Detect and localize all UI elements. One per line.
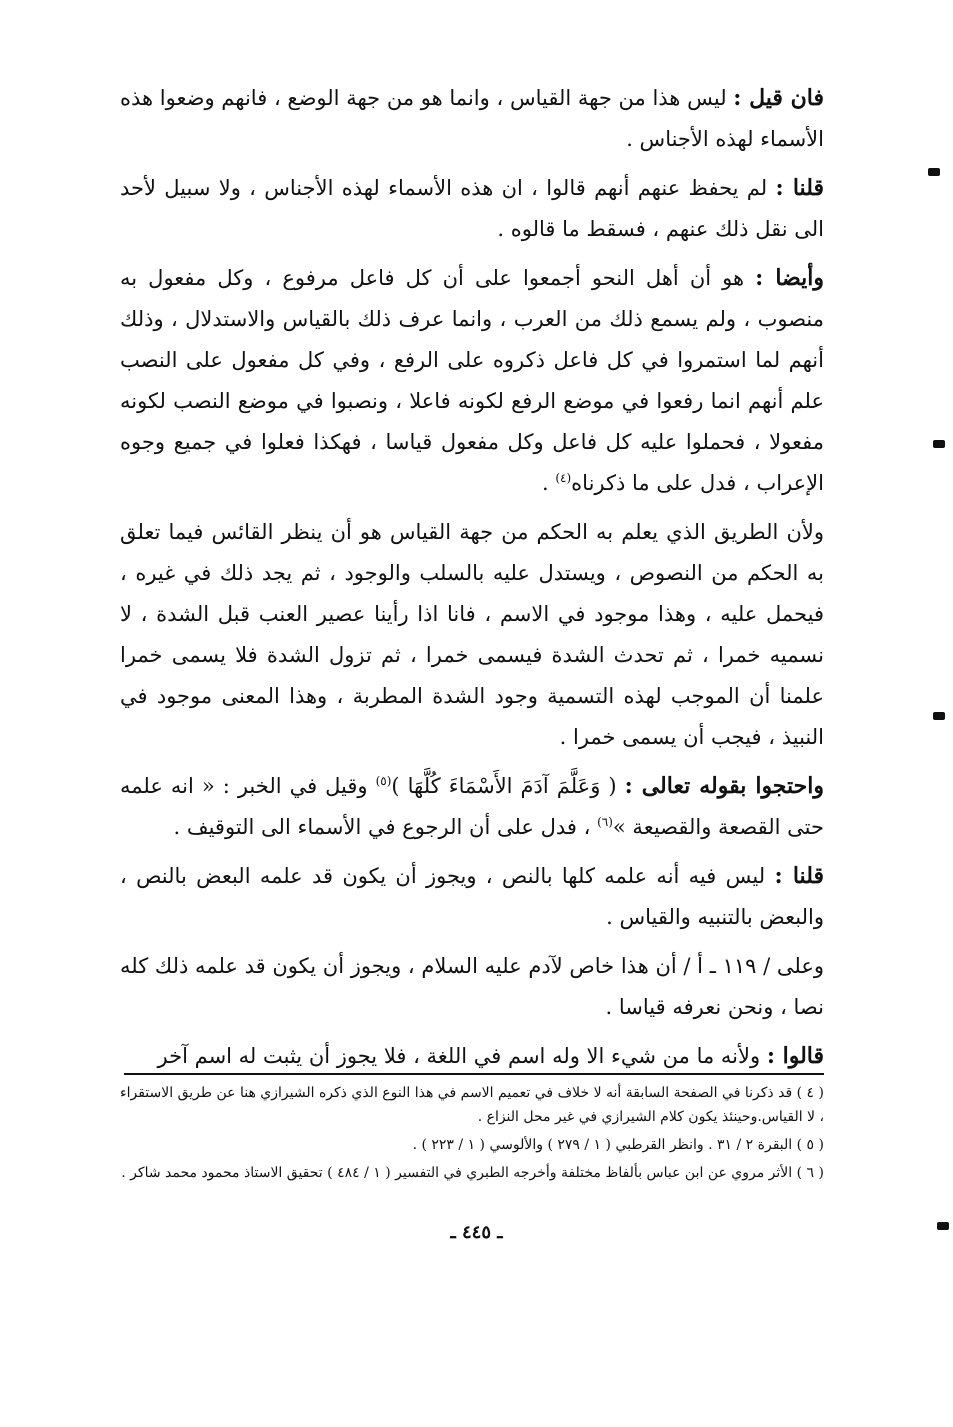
paragraph-quran-argument [120,766,824,848]
scan-edge-mark [933,440,945,448]
scan-edge-mark [928,168,940,176]
page-text-block [120,78,824,1189]
paragraph-text: ليس هذا من جهة القياس ، وانما هو من جهة الوضع ، فانهم وضعوا هذه الأسماء لهذه الأجناس . [120,86,824,151]
paragraph-lead: فان قيل : [733,85,824,111]
footnote-6: ( ٦ ) الأثر مروي عن ابن عباس بألفاظ مختلفة وأخرجه الطبري في التفسير ( ١ / ٤٨٤ ) تحقيق الاستاذ محمود محمد شاكر . [121,1165,824,1181]
paragraph-text: وعلى / ١١٩ ـ أ / أن هذا خاص لآدم عليه السلام ، ويجوز أن يكون قد علمه ذلك كله نصا ، ونحن نعرفه قياسا . [120,954,824,1019]
paragraph-text: ليس فيه أنه علمه كلها بالنص ، ويجوز أن يكون قد علمه البعض بالنص ، والبعض بالتنبيه والقياس . [120,864,824,929]
paragraph-tail: ، فدل على أن الرجوع في الأسماء الى التوقيف . [173,815,598,839]
paragraph-reply [120,168,824,250]
paragraph-grammar-argument [120,258,824,504]
quran-verse: ( وَعَلَّمَ آدَمَ الأَسْمَاءَ كُلَّهَا ) [391,774,625,798]
paragraph-analogy-method [120,512,824,758]
paragraph-reply-2 [120,856,824,938]
paragraph-text: وقيل في الخبر : « انه علمه حتى القصعة والقصيعة » [120,774,824,839]
paragraph-lead: قلنا : [775,175,824,201]
paragraph-they-said [120,1036,824,1077]
paragraph-text: لم يحفظ عنهم أنهم قالوا ، ان هذه الأسماء لهذه الأجناس ، ولا سبيل لأحد الى نقل ذلك عنهم ، فسقط ما قالوه . [120,176,824,241]
footnote-reference: (٤) [555,471,572,485]
footnote-4: ( ٤ ) قد ذكرنا في الصفحة السابقة أنه لا خلاف في تعميم الاسم في هذا النوع الذي ذكره الشيرازي هنا عن طريق الاستقراء ، لا القياس.وحينئذ يكون كلام الشيرازي في غير محل النزاع . [120,1085,824,1125]
footnotes-section [120,1081,824,1185]
paragraph-text: ولأنه ما من شيء الا وله اسم في اللغة ، فلا يجوز أن يثبت له اسم آخر [157,1044,767,1068]
page-number: ـ ٤٤٥ ـ [450,1222,503,1243]
scan-edge-mark [933,712,945,720]
footnote-reference: (٥) [375,774,392,788]
paragraph-objection [120,78,824,160]
scan-edge-mark [937,1222,949,1230]
paragraph-tail: . [541,471,556,495]
paragraph-adam-specific [120,946,824,1028]
paragraph-text: ولأن الطريق الذي يعلم به الحكم من جهة القياس هو أن ينظر القائس فيما تعلق به الحكم من النصوص ، ويستدل عليه بالسلب والوجود ، ثم يجد ذلك في غيره ، فيحمل عليه ، وهذا موجود في الاسم ، فانا اذا رأينا عصير العنب قبل الشدة ، لا نسميه خمرا ، ثم تحدث الشدة فيسمى خمرا ، ثم تزول الشدة فلا يسمى خمرا علمنا أن الموجب لهذه التسمية وجود الشدة المطربة ، وهذا المعنى موجود في النبيذ ، فيجب أن يسمى خمرا . [120,520,824,749]
footnote-reference: (٦) [597,815,613,829]
paragraph-text: هو أن أهل النحو أجمعوا على أن كل فاعل مرفوع ، وكل مفعول به منصوب ، ولم يسمع ذلك من العرب ، وانما عرف ذلك بالقياس والاستدلال ، وذلك أنهم لما استمروا في كل فاعل ذكروه على الرفع ، وفي كل مفعول على النصب علم أنهم انما رفعوا في موضع الرفع لكونه فاعلا ، ونصبوا في موضع النصب لكونه مفعولا ، فحملوا عليه كل فاعل وكل مفعول قياسا ، فهكذا فعلوا في جميع وجوه الإعراب ، فدل على ما ذكرناه [120,266,824,495]
paragraph-lead: وأيضا : [755,265,824,291]
paragraph-lead: قالوا : [766,1043,824,1069]
footnote-5: ( ٥ ) البقرة ٢ / ٣١ . وانظر القرطبي ( ١ / ٢٧٩ ) والألوسي ( ١ / ٢٢٣ ) . [412,1137,824,1153]
paragraph-lead: واحتجوا بقوله تعالى : [624,773,824,799]
paragraph-lead: قلنا : [774,863,824,889]
